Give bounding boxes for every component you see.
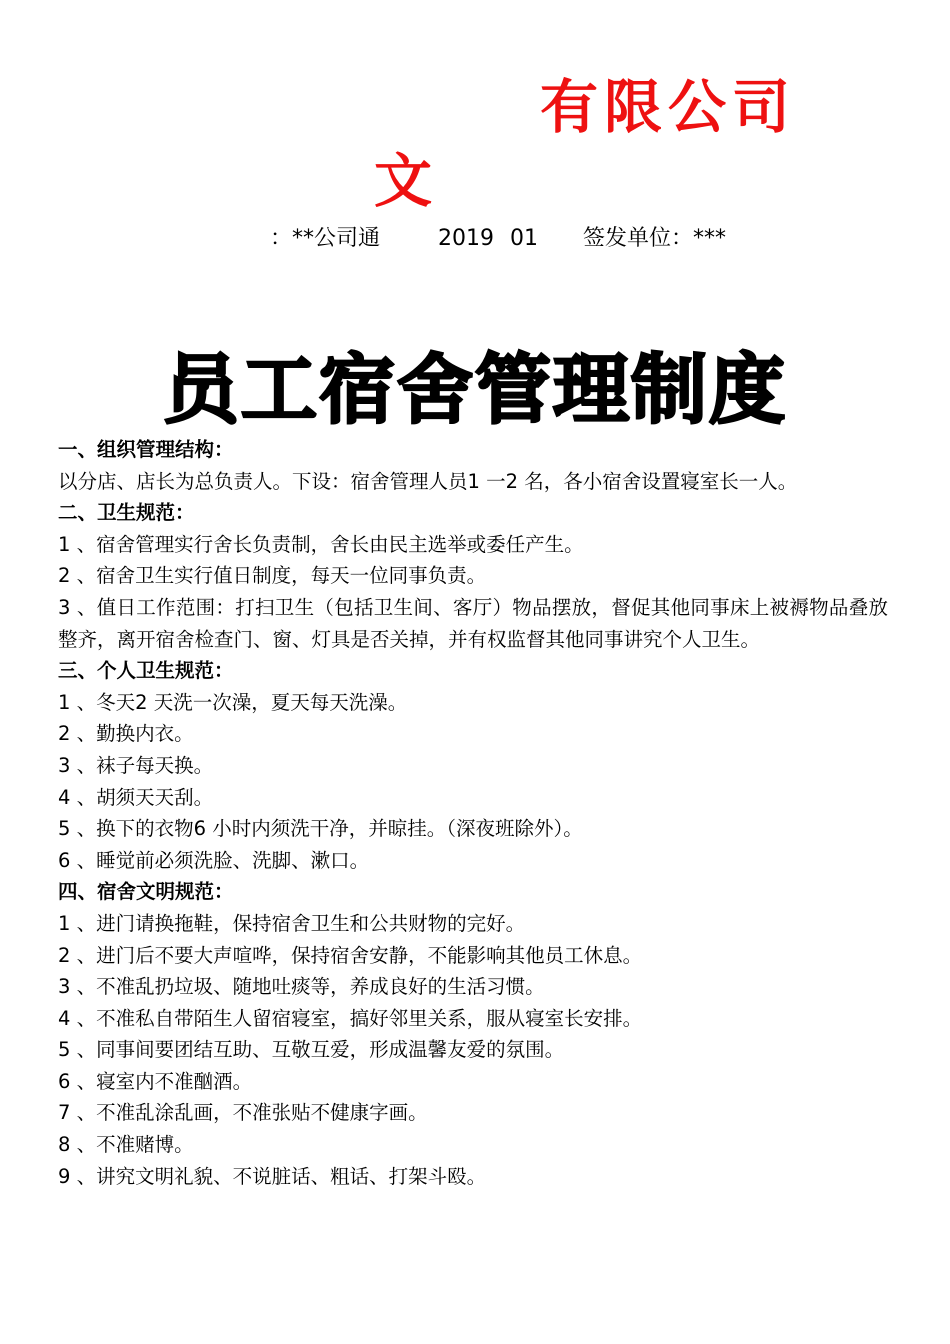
list-item: 2 、进门后不要大声喧哗，保持宿舍安静，不能影响其他员工休息。 <box>58 943 643 967</box>
list-item: 1 、冬天2 天洗一次澡，夏天每天洗澡。 <box>58 690 408 714</box>
paragraph: 以分店、店长为总负责人。下设：宿舍管理人员1 一2 名，各小宿舍设置寝室长一人。 <box>58 469 798 493</box>
list-item: 4 、不准私自带陌生人留宿寝室，搞好邻里关系，服从寝室长安排。 <box>58 1006 643 1030</box>
list-item: 6 、寝室内不准酗酒。 <box>58 1069 253 1093</box>
section-heading: 一、组织管理结构： <box>58 438 234 461</box>
list-item: 5 、同事间要团结互助、互敬互爱，形成温馨友爱的氛围。 <box>58 1038 565 1062</box>
document-body <box>58 434 888 1192</box>
list-item: 5 、换下的衣物6 小时内须洗干净，并晾挂。（深夜班除外）。 <box>58 817 583 841</box>
section-heading: 四、宿舍文明规范： <box>58 880 234 904</box>
list-item: 6 、睡觉前必须洗脸、洗脚、漱口。 <box>58 848 370 872</box>
list-item: 2 、宿舍卫生实行值日制度，每天一位同事负责。 <box>58 564 487 588</box>
document-type-char: 文 <box>374 147 433 215</box>
issuer: 签发单位：*** <box>583 226 727 251</box>
document-number: ：**公司通 <box>270 226 381 251</box>
section-heading: 三、个人卫生规范： <box>58 659 234 683</box>
document-serial: 01 <box>510 226 538 251</box>
list-item: 7 、不准乱涂乱画，不准张贴不健康字画。 <box>58 1101 428 1125</box>
list-item: 8 、不准赌博。 <box>58 1133 194 1157</box>
company-name: 有限公司 <box>540 73 797 141</box>
list-item: 2 、勤换内衣。 <box>58 722 194 746</box>
list-item: 3 、袜子每天换。 <box>58 753 214 777</box>
document-year: 2019 <box>438 226 494 251</box>
list-item: 3 、不准乱扔垃圾、随地吐痰等，养成良好的生活习惯。 <box>58 975 545 999</box>
list-item: 3 、值日工作范围：打扫卫生（包括卫生间、客厅）物品摆放，督促其他同事床上被褥物品叠放整齐，离开宿舍检查门、窗、灯具是否关掉，并有权监督其他同事讲究个人卫生。 <box>58 595 888 651</box>
section-heading: 二、卫生规范： <box>58 501 195 525</box>
list-item: 1 、宿舍管理实行舍长负责制，舍长由民主选举或委任产生。 <box>58 532 584 556</box>
list-item: 1 、进门请换拖鞋，保持宿舍卫生和公共财物的完好。 <box>58 911 526 935</box>
page-title: 员工宿舍管理制度 <box>163 345 787 434</box>
list-item: 9 、讲究文明礼貌、不说脏话、粗话、打架斗殴。 <box>58 1164 487 1188</box>
list-item: 4 、胡须天天刮。 <box>58 785 214 809</box>
document-meta-line <box>0 222 950 256</box>
